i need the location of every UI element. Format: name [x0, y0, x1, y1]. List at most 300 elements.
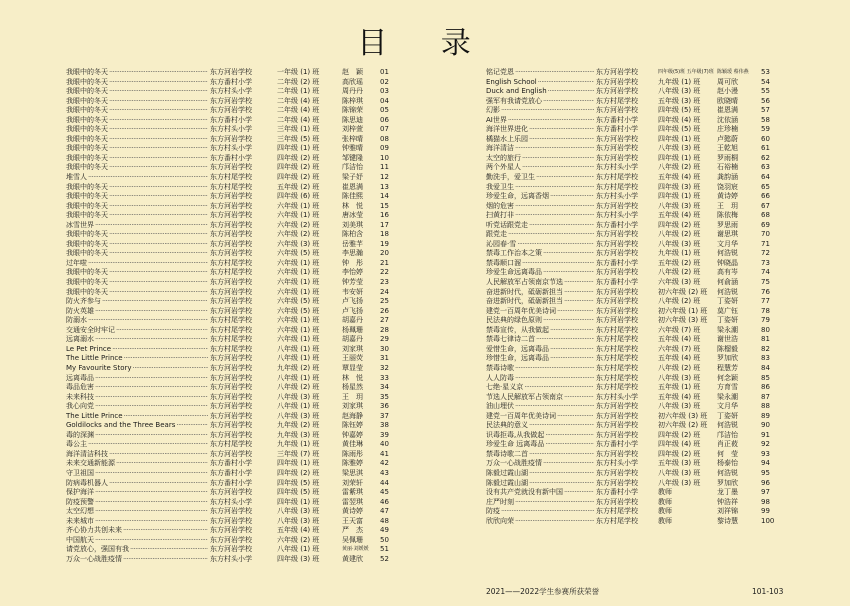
entry-title: 扫黄打非 ····· — [486, 211, 594, 221]
entry-page: 32 — [380, 363, 389, 372]
toc-entry — [486, 154, 780, 164]
entry-school: 东方河岩学校 — [210, 201, 252, 210]
entry-author: 谢思琪 — [717, 230, 738, 239]
entry-author: 陈锦荣 — [342, 106, 363, 115]
toc-entry — [486, 517, 780, 527]
toc-entry — [486, 68, 780, 78]
entry-author: 王丽荧 — [342, 354, 363, 363]
toc-entry — [486, 374, 780, 384]
entry-page: 51 — [380, 545, 389, 554]
entry-class: 八年级 (2) 班 — [658, 297, 701, 306]
entry-page: 80 — [761, 325, 770, 334]
entry-page: 26 — [380, 306, 389, 315]
entry-class: 五年级 (4) 班 — [658, 392, 701, 401]
toc-entry — [486, 259, 780, 269]
entry-title: 建党一百周年优美诗词 ····· — [486, 412, 594, 422]
entry-author: 林 悦 — [342, 373, 363, 382]
toc-entry — [486, 78, 780, 88]
entry-class: 九年级 (2) 班 — [277, 421, 320, 430]
entry-class: 初六年级 (2) 班 — [658, 421, 708, 430]
entry-title: 冰雪世界 ····· — [66, 221, 208, 231]
entry-title: 我眼中的冬天 ····· — [66, 68, 208, 78]
entry-class: 初六年级 (1) 班 — [658, 306, 708, 315]
entry-author: 罗思雨 — [717, 220, 738, 229]
entry-page: 33 — [380, 373, 389, 382]
entry-title: 我眼中的冬天 ····· — [66, 288, 208, 298]
entry-school: 东方村尾学校 — [596, 516, 638, 525]
entry-title: My Favourite Story ····· — [66, 364, 208, 374]
toc-left-column — [66, 68, 396, 564]
toc-entry — [66, 249, 396, 259]
entry-title: 欣欣向荣 ····· — [486, 517, 594, 527]
entry-class: 教师 — [658, 507, 672, 516]
toc-entry — [486, 469, 780, 479]
entry-school: 东方河岩学校 — [596, 411, 638, 420]
entry-class: 六年级 (1) 班 — [277, 278, 320, 287]
entry-author: 梁子妤 — [342, 173, 363, 182]
toc-entry — [66, 393, 396, 403]
entry-page: 89 — [761, 411, 770, 420]
entry-title: 海洋清洁科技 ····· — [66, 450, 208, 460]
entry-author: 岳雅芊 — [342, 239, 363, 248]
entry-class: 六年级 (1) 班 — [277, 316, 320, 325]
entry-author: 杨珮珊 — [342, 325, 363, 334]
entry-school: 东方河岩学校 — [596, 449, 638, 458]
entry-title: 防火齐参与 ····· — [66, 297, 208, 307]
entry-title: 人民解放军占领南京节选 ····· — [486, 278, 594, 288]
entry-school: 东方村头小学 — [210, 125, 252, 134]
entry-page: 79 — [761, 316, 770, 325]
entry-page: 95 — [761, 468, 770, 477]
toc-entry — [66, 440, 396, 450]
entry-author: 覃显莹 — [342, 363, 363, 372]
entry-title: 禁毒宣传，从我做起 ····· — [486, 326, 594, 336]
entry-author: 王 玥 — [342, 392, 363, 401]
entry-author: 赵 颖 — [342, 68, 363, 76]
entry-class: 六年级 (5) 班 — [277, 249, 320, 258]
entry-title: 我眼中的冬天 ····· — [66, 144, 208, 154]
entry-school: 东方村尾学校 — [596, 325, 638, 334]
toc-entry — [66, 173, 396, 183]
entry-title: 中国航天 ····· — [66, 536, 208, 546]
toc-entry — [66, 288, 396, 298]
entry-title: 万众一心战胜疫情 ····· — [486, 459, 594, 469]
entry-class: 八年级 (3) 班 — [277, 516, 320, 525]
entry-page: 83 — [761, 354, 770, 363]
entry-class: 八年级 (3) 班 — [658, 373, 701, 382]
entry-school: 东方河岩学校 — [210, 516, 252, 525]
toc-entry — [486, 135, 780, 145]
entry-page: 38 — [380, 421, 389, 430]
entry-author: 何浩锐 — [717, 249, 738, 258]
entry-school: 东方河岩学校 — [210, 383, 252, 392]
entry-class: 五年级 (2) 班 — [277, 182, 320, 191]
entry-school: 东方河岩学校 — [210, 163, 252, 172]
entry-title: 爱惜生命，远离毒品 ····· — [486, 345, 594, 355]
entry-title: 过年啦 ····· — [66, 259, 208, 269]
entry-title: 我眼中的冬天 ····· — [66, 135, 208, 145]
entry-title: 禁毒七律诗二首 ····· — [486, 335, 594, 345]
entry-class: 八年级 (3) 班 — [658, 239, 701, 248]
entry-author: 邹键隆 — [342, 153, 363, 162]
entry-class: 八年级 (3) 班 — [658, 144, 701, 153]
entry-author: 庄珍楠 — [717, 125, 738, 134]
entry-title: 守卫祖国 ····· — [66, 469, 208, 479]
entry-page: 71 — [761, 239, 770, 248]
entry-school: 东方河岩学校 — [596, 134, 638, 143]
entry-class: 四年级 (5) 班 — [658, 106, 701, 115]
entry-page: 08 — [380, 134, 389, 143]
entry-page: 96 — [761, 478, 770, 487]
entry-class: 八年级 (2) 班 — [658, 268, 701, 277]
entry-author: 陈依梅 — [717, 211, 738, 220]
entry-author: 赵海静 — [342, 411, 363, 420]
entry-page: 91 — [761, 430, 770, 439]
entry-title: 奋进新时代，砥砺新担当 ····· — [486, 288, 594, 298]
entry-class: 二年级 (4) 班 — [277, 115, 320, 124]
entry-title: 防溺水 ····· — [66, 316, 208, 326]
entry-page: 47 — [380, 507, 389, 516]
entry-school: 东方河岩学校 — [596, 316, 638, 325]
entry-author: 杨泰怡 — [717, 459, 738, 468]
entry-class: 六年级 (5) 班 — [277, 306, 320, 315]
entry-page: 48 — [380, 516, 389, 525]
toc-entry — [486, 307, 780, 317]
entry-page: 67 — [761, 201, 770, 210]
toc-entry — [486, 364, 780, 374]
toc-entry — [486, 459, 780, 469]
entry-page: 41 — [380, 449, 389, 458]
entry-page: 78 — [761, 306, 770, 315]
entry-title: 我眼中的冬天 ····· — [66, 240, 208, 250]
entry-school: 东方河岩学校 — [596, 106, 638, 115]
entry-school: 东方村头小学 — [210, 87, 252, 96]
entry-page: 25 — [380, 297, 389, 306]
entry-school: 东方番村小学 — [210, 468, 252, 477]
toc-entry — [486, 507, 780, 517]
entry-school: 东方村尾学校 — [596, 373, 638, 382]
entry-author: 梁思淇 — [342, 468, 363, 477]
entry-author: 邝洁怡 — [717, 430, 738, 439]
entry-title: 太空幻想 ····· — [66, 507, 208, 517]
entry-author: 丁姿妍 — [717, 316, 738, 325]
entry-school: 东方河岩学校 — [596, 297, 638, 306]
entry-title: 强军有我请党放心 ····· — [486, 97, 594, 107]
entry-title: 我眼中的冬天 ····· — [66, 116, 208, 126]
entry-author: 罗雨桐 — [717, 153, 738, 162]
entry-author: 陈柏含 — [342, 230, 363, 239]
entry-author: 何浩锐 — [717, 468, 738, 477]
entry-page: 39 — [380, 430, 389, 439]
entry-page: 77 — [761, 297, 770, 306]
entry-author: 李怡婷 — [342, 268, 363, 277]
entry-title: 识毒拒毒,从我做起 ····· — [486, 431, 594, 441]
entry-author: 陈雅婷 — [342, 459, 363, 468]
entry-page: 65 — [761, 182, 770, 191]
entry-page: 72 — [761, 249, 770, 258]
entry-title: 幻影 ····· — [486, 106, 594, 116]
entry-class: 三年级 (7) 班 — [277, 449, 320, 458]
entry-page: 19 — [380, 239, 389, 248]
entry-author: 林 悦 — [342, 201, 363, 210]
entry-school: 东方河岩学校 — [596, 77, 638, 86]
entry-author: 赵小漫 — [717, 87, 738, 96]
entry-class: 四年级 (4) 班 — [658, 440, 701, 449]
entry-author: 李思瀚 — [342, 249, 363, 258]
entry-class: 九年级 (1) 班 — [658, 249, 701, 258]
entry-class: 二年级 (1) 班 — [277, 87, 320, 96]
toc-entry — [66, 125, 396, 135]
entry-title: 庄严时刻 ····· — [486, 498, 594, 508]
entry-class: 八年级 (2) 班 — [658, 230, 701, 239]
entry-author: 龚韵涵 — [717, 173, 738, 182]
entry-class: 三年级 (1) 班 — [277, 125, 320, 134]
toc-entry — [66, 335, 396, 345]
toc-entry — [66, 221, 396, 231]
entry-author: 刘家琪 — [342, 402, 363, 411]
entry-page: 73 — [761, 258, 770, 267]
entry-class: 四年级 (1) 班 — [658, 192, 701, 201]
entry-author: 钟雅晴 — [342, 144, 363, 153]
entry-school: 东方河岩学校 — [596, 287, 638, 296]
entry-school: 东方番村小学 — [210, 153, 252, 162]
toc-entry — [486, 288, 780, 298]
entry-class: 六年级 (5) 班 — [277, 297, 320, 306]
entry-title: 海洋世界进化 ····· — [486, 125, 594, 135]
entry-school: 东方河岩学校 — [596, 421, 638, 430]
toc-entry — [66, 183, 396, 193]
footer-title: 2021——2022学生参赛所获荣誉 — [486, 587, 600, 596]
toc-entry — [486, 202, 780, 212]
entry-school: 东方村尾学校 — [596, 182, 638, 191]
entry-school: 东方河岩学校 — [210, 402, 252, 411]
toc-entry — [66, 364, 396, 374]
entry-author: 高有岑 — [717, 268, 738, 277]
entry-author: 石裕楠 — [717, 163, 738, 172]
entry-page: 28 — [380, 325, 389, 334]
toc-entry — [66, 268, 396, 278]
entry-school: 东方河岩学校 — [210, 449, 252, 458]
entry-school: 东方河岩学校 — [210, 421, 252, 430]
entry-class: 四年级 (1) 班 — [658, 153, 701, 162]
entry-author: 王天富 — [342, 516, 363, 525]
entry-author: 唐冰莹 — [342, 211, 363, 220]
entry-school: 东方番村小学 — [210, 77, 252, 86]
entry-author: 龙丁墨 — [717, 488, 738, 497]
entry-title: Le Pet Prince ····· — [66, 345, 208, 355]
entry-title: 我眼中的冬天 ····· — [66, 211, 208, 221]
entry-school: 东方河岩学校 — [596, 249, 638, 258]
entry-title: 远离溺水 ····· — [66, 335, 208, 345]
entry-title: 禁毒顺口溜 ····· — [486, 259, 594, 269]
entry-class: 教师 — [658, 516, 672, 525]
entry-class: 九年级 (1) 班 — [658, 77, 701, 86]
entry-author: 黎诗慧 — [717, 516, 738, 525]
toc-entry — [486, 450, 780, 460]
entry-title: 我眼中的冬天 ····· — [66, 97, 208, 107]
entry-school: 东方番村小学 — [596, 440, 638, 449]
entry-class: 四年级 (1) 班 — [658, 134, 701, 143]
entry-author: 陈佳熙 — [342, 192, 363, 201]
toc-entry — [486, 316, 780, 326]
toc-entry — [486, 498, 780, 508]
entry-class: 四年级 (2) 班 — [277, 468, 320, 477]
entry-author: 陈榴毅 — [717, 344, 738, 353]
entry-class: 四年级(5)班 五年级(7)班 — [658, 69, 714, 75]
entry-school: 东方村尾学校 — [210, 440, 252, 449]
entry-title: 防疫预警 ····· — [66, 498, 208, 508]
entry-page: 58 — [761, 115, 770, 124]
entry-author: 周丹丹 — [342, 87, 363, 96]
entry-author: 何 莹 — [717, 449, 738, 458]
entry-page: 68 — [761, 211, 770, 220]
entry-class: 五年级 (3) 班 — [658, 96, 701, 105]
entry-title: 我眼中的冬天 ····· — [66, 278, 208, 288]
entry-author: 刘家琪 — [342, 344, 363, 353]
entry-page: 88 — [761, 402, 770, 411]
toc-entry — [486, 402, 780, 412]
entry-author: 雷翌琪 — [342, 497, 363, 506]
toc-entry — [486, 221, 780, 231]
entry-page: 05 — [380, 106, 389, 115]
entry-author: 严 杰 — [342, 526, 363, 535]
toc-entry — [66, 345, 396, 355]
entry-author: 钟晓晶 — [717, 258, 738, 267]
entry-page: 46 — [380, 497, 389, 506]
entry-class: 八年级 (3) 班 — [277, 507, 320, 516]
entry-school: 东方村尾学校 — [210, 344, 252, 353]
entry-title: 我眼中的冬天 ····· — [66, 202, 208, 212]
entry-school: 东方村尾学校 — [210, 182, 252, 191]
entry-class: 八年级 (3) 班 — [658, 87, 701, 96]
entry-page: 31 — [380, 354, 389, 363]
entry-class: 五年级 (2) 班 — [658, 258, 701, 267]
entry-school: 东方番村小学 — [596, 115, 638, 124]
entry-page: 61 — [761, 144, 770, 153]
toc-entry — [66, 78, 396, 88]
entry-class: 四年级 (2) 班 — [277, 163, 320, 172]
toc-entry — [66, 230, 396, 240]
entry-title: 未来交通新能源 ····· — [66, 459, 208, 469]
entry-school: 东方河岩学校 — [596, 497, 638, 506]
toc-entry — [66, 135, 396, 145]
entry-title: 禁毒诗歌 ····· — [486, 364, 594, 374]
entry-school: 东方村尾学校 — [596, 507, 638, 516]
toc-entry — [486, 345, 780, 355]
entry-class: 六年级 (1) 班 — [277, 335, 320, 344]
entry-page: 82 — [761, 344, 770, 353]
entry-author: 陈颖瑗 蔡伟燕 — [717, 69, 749, 75]
entry-title: 铭记党恩 ····· — [486, 68, 594, 78]
entry-school: 东方河岩学校 — [210, 278, 252, 287]
toc-entry — [486, 240, 780, 250]
entry-title: 陈毅过霞山湖 ····· — [486, 469, 594, 479]
toc-entry — [66, 450, 396, 460]
toc-entry — [486, 412, 780, 422]
entry-page: 16 — [380, 211, 389, 220]
entry-class: 教师 — [658, 497, 672, 506]
entry-page: 13 — [380, 182, 389, 191]
entry-page: 35 — [380, 392, 389, 401]
entry-class: 八年级 (3) 班 — [277, 411, 320, 420]
toc-entry — [66, 163, 396, 173]
entry-page: 23 — [380, 278, 389, 287]
entry-title: 我眼中的冬天 ····· — [66, 192, 208, 202]
entry-class: 八年级 (1) 班 — [277, 402, 320, 411]
entry-school: 东方番村小学 — [596, 488, 638, 497]
entry-title: 没有共产党就没有新中国 ····· — [486, 488, 594, 498]
toc-entry — [66, 459, 396, 469]
entry-class: 四年级 (2) 班 — [658, 430, 701, 439]
entry-class: 六年级 (3) 班 — [277, 239, 320, 248]
entry-page: 75 — [761, 278, 770, 287]
entry-page: 74 — [761, 268, 770, 277]
entry-page: 21 — [380, 258, 389, 267]
toc-entry — [66, 211, 396, 221]
entry-author: 刘荣轩 — [342, 478, 363, 487]
entry-title: 我眼中的冬天 ····· — [66, 154, 208, 164]
entry-title: 万众一心战胜疫情 ····· — [66, 555, 208, 565]
toc-entry — [66, 536, 396, 546]
entry-school: 东方河岩学校 — [210, 68, 252, 76]
entry-school: 东方河岩学校 — [210, 392, 252, 401]
entry-page: 81 — [761, 335, 770, 344]
entry-school: 东方村尾学校 — [596, 354, 638, 363]
entry-title: 堆雪人 ····· — [66, 173, 208, 183]
entry-page: 15 — [380, 201, 389, 210]
entry-school: 东方河岩学校 — [596, 430, 638, 439]
entry-school: 东方河岩学校 — [210, 220, 252, 229]
entry-class: 六年级 (1) 班 — [277, 211, 320, 220]
entry-author: 王乾旭 — [717, 144, 738, 153]
entry-title: 毒品危害 ····· — [66, 383, 208, 393]
entry-class: 四年级 (2) 班 — [658, 449, 701, 458]
entry-class: 五年级 (4) 班 — [658, 335, 701, 344]
toc-entry — [486, 97, 780, 107]
entry-page: 85 — [761, 373, 770, 382]
entry-page: 57 — [761, 106, 770, 115]
entry-author: 丁姿妍 — [717, 411, 738, 420]
entry-school: 东方河岩学校 — [596, 153, 638, 162]
entry-title: 禁毒工作治本之策 ····· — [486, 249, 594, 259]
toc-entry — [66, 68, 396, 78]
entry-title: The Little Prince ····· — [66, 354, 208, 364]
entry-author: 罗加欣 — [717, 478, 738, 487]
entry-class: 四年级 (3) 班 — [277, 554, 320, 563]
entry-author: 梁永潮 — [717, 325, 738, 334]
entry-title: 橘猫水上乐园 ····· — [486, 135, 594, 145]
entry-class: 八年级 (1) 班 — [277, 354, 320, 363]
toc-entry — [66, 240, 396, 250]
entry-title: 我心向党 ····· — [66, 402, 208, 412]
entry-class: 二年级 (4) 班 — [277, 106, 320, 115]
entry-school: 东方村尾学校 — [596, 344, 638, 353]
entry-school: 东方村尾学校 — [596, 363, 638, 372]
entry-author: 饶羽宸 — [717, 182, 738, 191]
toc-entry — [486, 431, 780, 441]
toc-entry — [66, 469, 396, 479]
entry-author: 何浩锐 — [717, 287, 738, 296]
entry-school: 东方村尾学校 — [596, 383, 638, 392]
entry-class: 六年级 (2) 班 — [277, 220, 320, 229]
entry-class: 九年级 (3) 班 — [277, 430, 320, 439]
toc-entry — [66, 297, 396, 307]
entry-page: 100 — [761, 516, 775, 525]
entry-class: 四年级 (5) 班 — [277, 488, 320, 497]
entry-title: AI世界 ····· — [486, 116, 594, 126]
entry-author: 黄佳琳 — [342, 440, 363, 449]
entry-school: 东方村尾学校 — [210, 316, 252, 325]
